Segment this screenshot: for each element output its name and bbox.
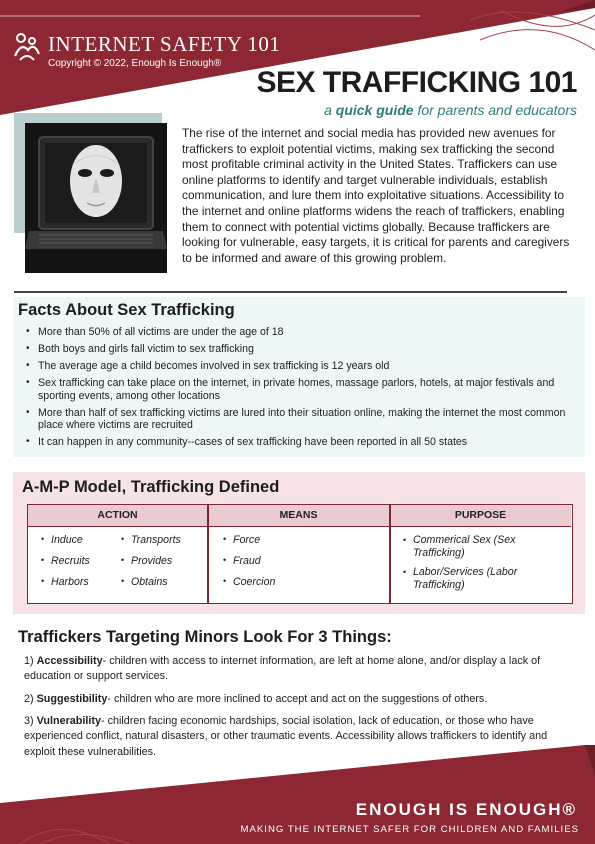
amp-header-means: MEANS xyxy=(208,505,389,527)
targeting-item-accessibility: 1) Accessibility- children with access to internet information, are left at home alone, and/or display a lack of education or support services. xyxy=(24,655,541,683)
family-logo-icon xyxy=(12,30,42,64)
column-divider xyxy=(207,505,209,603)
action-item: • Induce xyxy=(51,534,83,546)
brand-copyright: Copyright © 2022, Enough Is Enough® xyxy=(48,58,222,69)
intro-paragraph: The rise of the internet and social media has provided new avenues for traffickers to exploit potential victims, making sex trafficking the second most profitable criminal activity in the United States. Traffickers can use online platforms to identify and target vulnerable individuals, establish communication, and lure them into exploitative situations. Accessibility to the internet and online platforms widens the reach of traffickers, enabling them to connect with potential victims globally. Because traffickers are looking for vulnerable, easy targets, it is critical for parents and caregivers to be informed and aware of this growing problem. xyxy=(182,126,570,265)
laptop-mask-image xyxy=(25,123,167,273)
action-item: • Recruits xyxy=(51,555,90,567)
list-item: • More than half of sex trafficking victims are lured into their situation online, making the internet the most common place where victims are recruited xyxy=(26,407,566,432)
purpose-item: • Commerical Sex (Sex Trafficking) xyxy=(413,534,563,559)
amp-title: A-M-P Model, Trafficking Defined xyxy=(22,478,280,496)
list-item: • More than 50% of all victims are under the age of 18 xyxy=(26,326,566,339)
page-subtitle: a quick guide for parents and educators xyxy=(324,102,577,118)
footer-title: ENOUGH IS ENOUGH® xyxy=(355,800,577,819)
action-item: • Provides xyxy=(131,555,172,567)
targeting-item-suggestibility: 2) Suggestibility- children who are more inclined to accept and act on the suggestions of others. xyxy=(24,693,488,705)
targeting-title: Traffickers Targeting Minors Look For 3 Things: xyxy=(18,628,392,646)
divider xyxy=(14,291,567,293)
list-item: • Both boys and girls fall victim to sex trafficking xyxy=(26,343,566,356)
facts-title: Facts About Sex Trafficking xyxy=(18,301,235,319)
means-item: • Coercion xyxy=(233,576,275,588)
amp-table xyxy=(27,504,573,604)
brand xyxy=(12,30,281,69)
amp-header-purpose: PURPOSE xyxy=(390,505,571,527)
means-item: • Fraud xyxy=(233,555,261,567)
means-item: • Force xyxy=(233,534,260,546)
purpose-item: • Labor/Services (Labor Trafficking) xyxy=(413,566,563,591)
list-item: • It can happen in any community--cases of sex trafficking have been reported in all 50 states xyxy=(26,436,566,449)
footer-tagline: MAKING THE INTERNET SAFER FOR CHILDREN AND FAMILIES xyxy=(240,824,579,835)
column-divider xyxy=(389,505,391,603)
brand-title: INTERNET SAFETY 101 xyxy=(48,32,281,56)
list-item: • The average age a child becomes involved in sex trafficking is 12 years old xyxy=(26,360,566,373)
page-title: SEX TRAFFICKING 101 xyxy=(256,66,577,99)
facts-list xyxy=(26,326,566,454)
action-item: • Transports xyxy=(131,534,181,546)
list-item: • Sex trafficking can take place on the internet, in private homes, massage parlors, hotels, at major festivals and sporting events, among other locations xyxy=(26,377,566,402)
targeting-item-vulnerability: 3) Vulnerability- children facing economic hardships, social isolation, lack of education, or those who have experienced conflict, natural disasters, or other traumatic events. Accessibility allows traffickers to identify and exploit these vulnerabilities. xyxy=(24,715,548,758)
action-item: • Harbors xyxy=(51,576,89,588)
amp-header-action: ACTION xyxy=(28,505,207,527)
action-item: • Obtains xyxy=(131,576,168,588)
